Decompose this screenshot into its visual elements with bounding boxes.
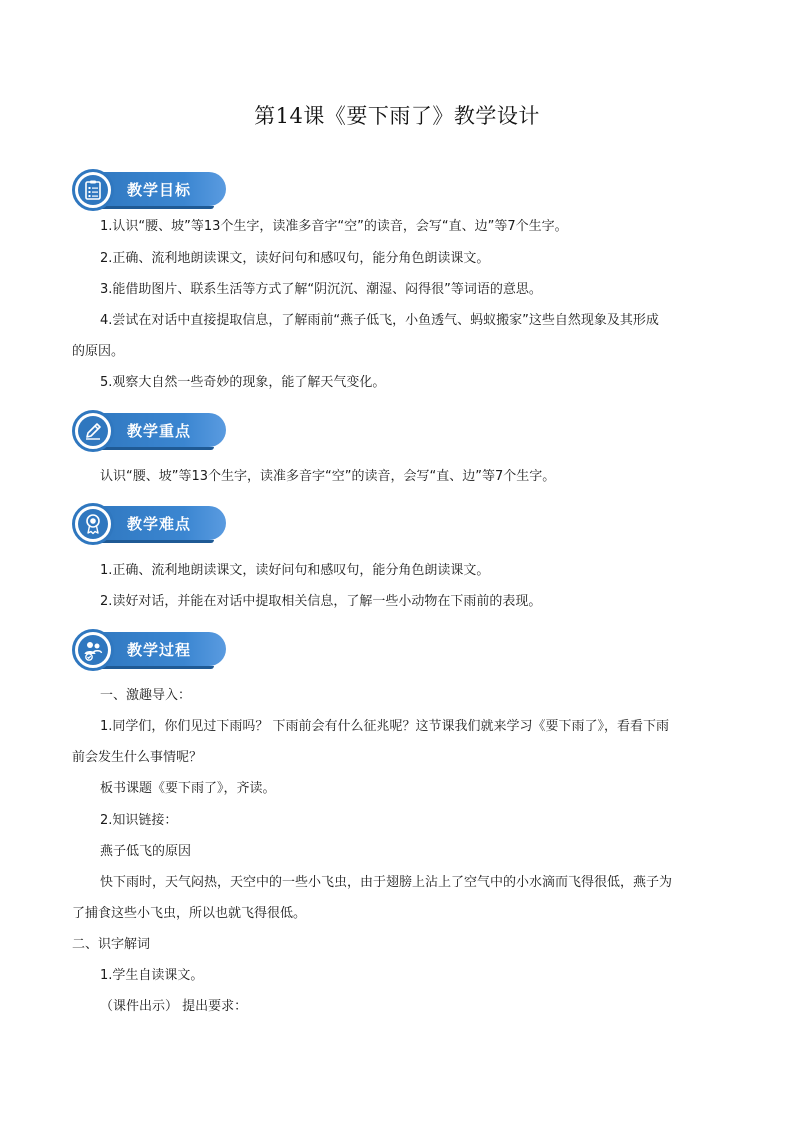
section-badge-process [72, 629, 227, 671]
goal-item-continued: 的原因。 [72, 344, 125, 359]
process-item: （课件出示） 提出要求： [100, 999, 248, 1014]
page-title: 第14课《要下雨了》教学设计 [254, 104, 540, 128]
section-heading: 教学难点 [127, 515, 192, 533]
process-item: 1.学生自读课文。 [100, 968, 204, 983]
section-heading: 教学过程 [127, 641, 192, 659]
process-item: 2.知识链接： [100, 813, 178, 828]
pencil-icon [81, 419, 105, 443]
goal-item: 5.观察大自然一些奇妙的现象，能了解天气变化。 [100, 375, 386, 390]
section-heading: 教学目标 [127, 181, 192, 199]
section-badge-difficulties [72, 503, 227, 545]
award-medal-icon [81, 512, 105, 536]
process-item-continued: 前会发生什么事情呢？ [72, 750, 203, 765]
goal-item: 3.能借助图片、联系生活等方式了解“阴沉沉、潮湿、闷得很”等词语的意思。 [100, 282, 542, 297]
people-check-icon [81, 638, 105, 662]
section-badge-key-points [72, 410, 227, 452]
process-item: 一、激趣导入： [100, 688, 192, 703]
difficulty-item: 1.正确、流利地朗读课文，读好问句和感叹句，能分角色朗读课文。 [100, 563, 490, 578]
section-badge-goals [72, 169, 227, 211]
process-item: 快下雨时，天气闷热，天空中的一些小飞虫，由于翅膀上沾上了空气中的小水滴而飞得很低，燕子为 [100, 875, 673, 890]
process-item: 燕子低飞的原因 [100, 844, 192, 859]
goal-item: 2.正确、流利地朗读课文，读好问句和感叹句，能分角色朗读课文。 [100, 251, 490, 266]
process-item: 板书课题《要下雨了》，齐读。 [100, 781, 276, 796]
difficulty-item: 2.读好对话，并能在对话中提取相关信息，了解一些小动物在下雨前的表现。 [100, 594, 542, 609]
key-point-item: 认识“腰、坡”等13个生字，读准多音字“空”的读音，会写“直、边”等7个生字。 [100, 469, 556, 484]
goal-item: 4.尝试在对话中直接提取信息，了解雨前“燕子低飞，小鱼透气、蚂蚁搬家”这些自然现象及其形成 [100, 313, 659, 328]
process-item: 1.同学们，你们见过下雨吗？ 下雨前会有什么征兆呢？这节课我们就来学习《要下雨了》，看看下雨 [100, 719, 670, 734]
clipboard-list-icon [81, 178, 105, 202]
goal-item: 1.认识“腰、坡”等13个生字，读准多音字“空”的读音，会写“直、边”等7个生字。 [100, 219, 568, 234]
process-item: 二、识字解词 [72, 937, 151, 952]
process-item-continued: 了捕食这些小飞虫，所以也就飞得很低。 [72, 906, 307, 921]
section-heading: 教学重点 [127, 422, 192, 440]
